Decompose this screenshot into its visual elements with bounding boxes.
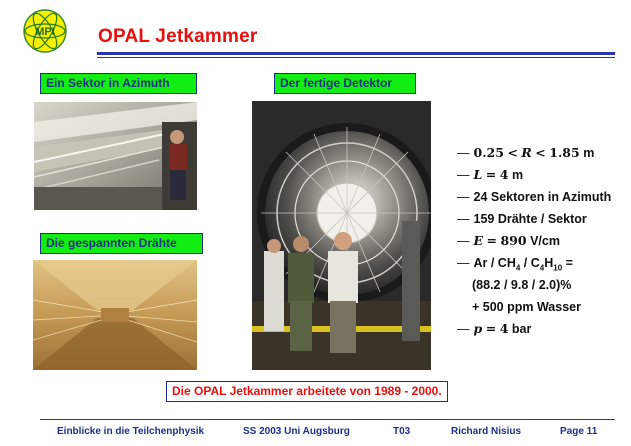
photo-draehte (33, 260, 197, 370)
label-detektor: Der fertige Detektor (274, 73, 416, 94)
spec-radius: — 0.25 < R < 1.85 m (457, 145, 595, 160)
logo-text: MPI (35, 26, 55, 38)
spec-gas: — Ar / $CH_4 / C_4H_{10}$ = (457, 256, 573, 273)
mpi-logo (22, 8, 68, 54)
footer-code: T03 (393, 426, 411, 437)
label-sektor: Ein Sektor in Azimuth (40, 73, 197, 94)
label-draehte: Die gespannten Drähte (40, 233, 203, 254)
spec-draehte: — 159 Drähte / Sektor (457, 212, 587, 226)
footer-page: Page 11 (560, 426, 598, 437)
title-rule-thick (97, 52, 615, 55)
spec-pressure: — p = 4 bar (457, 321, 532, 336)
spec-gas-water: + 500 ppm Wasser (472, 300, 581, 314)
footer-course: Einblicke in die Teilchenphysik (57, 426, 205, 437)
page-title: OPAL Jetkammer (98, 26, 258, 47)
spec-field: — E = 890 V/cm (457, 233, 560, 248)
footer-rule (40, 419, 615, 420)
operation-period-note: Die OPAL Jetkammer arbeitete von 1989 - 2000. (166, 381, 448, 402)
footer-author: Richard Nisius (451, 426, 522, 437)
spec-sektoren: — 24 Sektoren in Azimuth (457, 190, 612, 204)
title-rule-thin (97, 57, 615, 58)
photo-sektor (34, 102, 197, 210)
spec-gas-ratio: (88.2 / 9.8 / 2.0)% (472, 278, 572, 292)
footer-semester: SS 2003 Uni Augsburg (243, 426, 350, 437)
spec-list (457, 142, 627, 340)
photo-detektor (252, 101, 431, 370)
spec-length: — L = 4 m (457, 167, 524, 182)
